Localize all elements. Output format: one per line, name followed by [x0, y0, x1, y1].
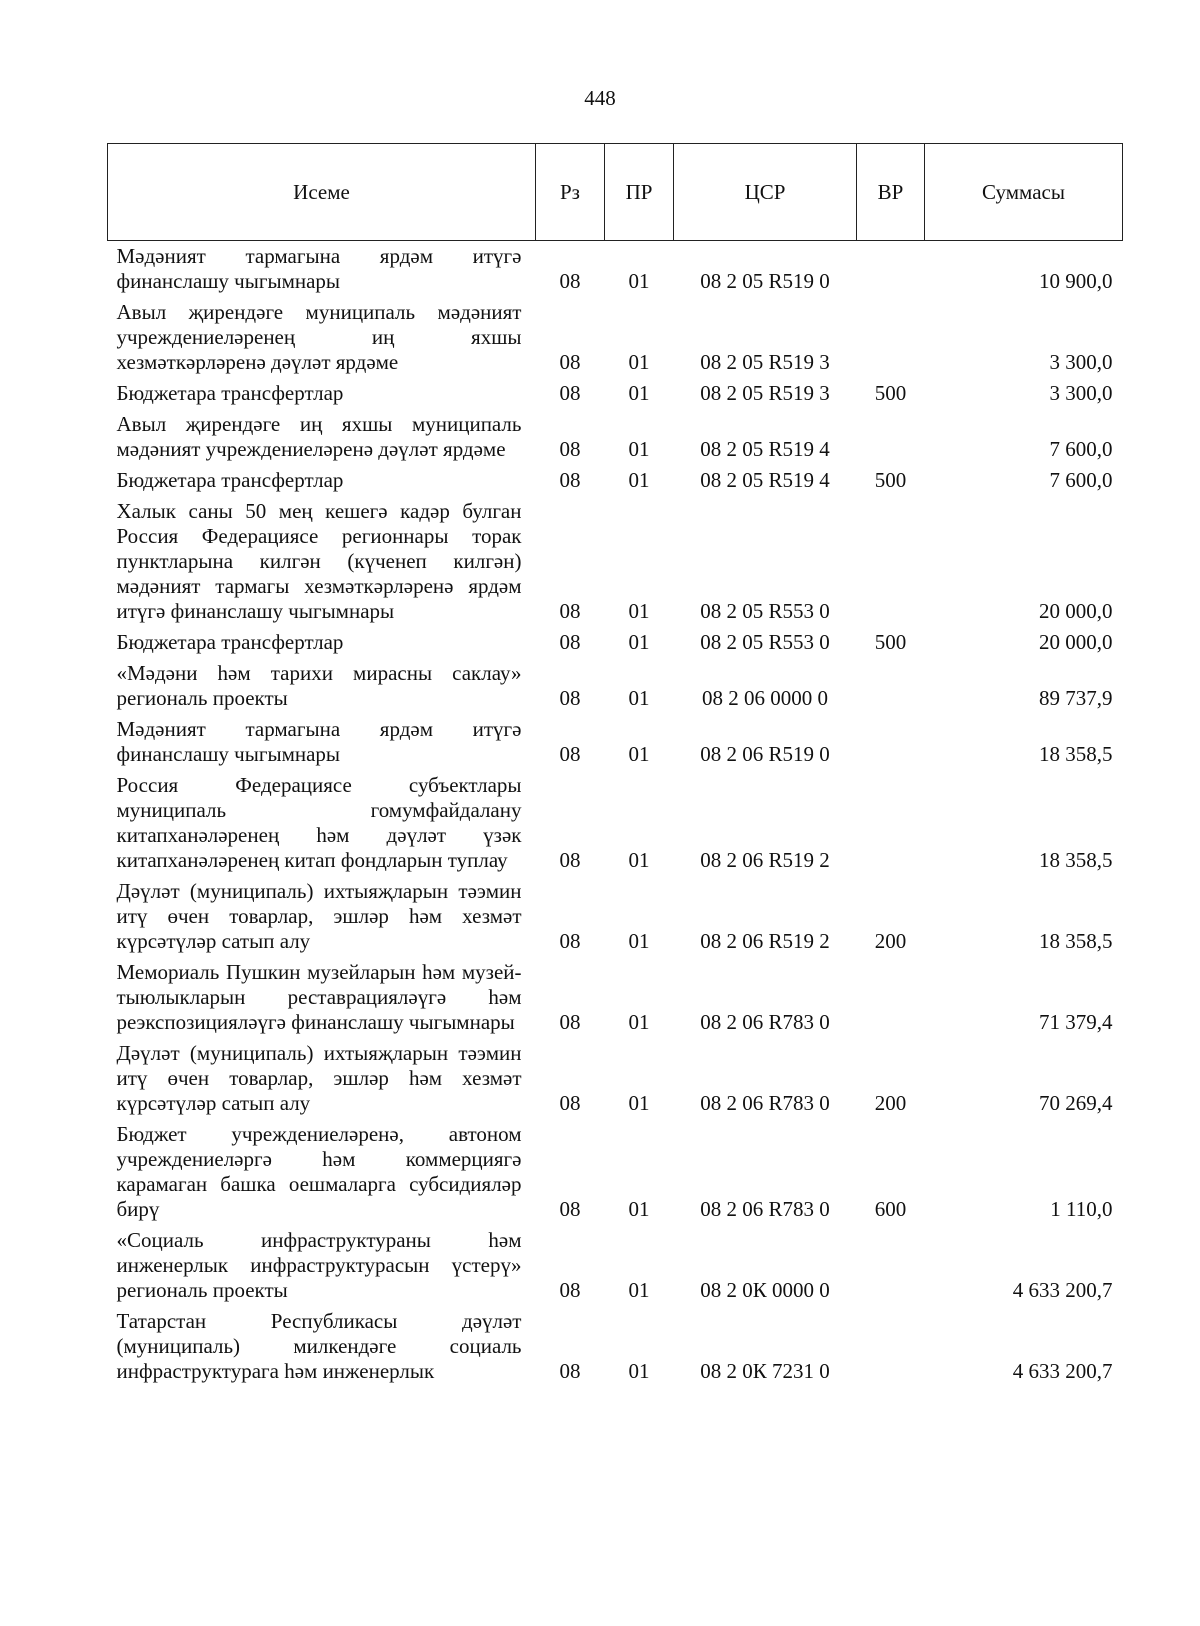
row-name-cell: Бюджетара трансфертлар: [116, 381, 344, 405]
row-sum-cell: 3 300,0: [1049, 381, 1113, 405]
row-rz-cell: 08: [559, 742, 581, 766]
row-sum-cell: 18 358,5: [1039, 848, 1113, 872]
row-rz-cell: 08: [559, 1010, 581, 1034]
row-pr-cell: 01: [628, 437, 650, 461]
table-row: [108, 957, 1123, 1038]
row-pr-cell: 01: [628, 848, 650, 872]
row-name-cell: Мәдәният тармагына ярдәм итүгә финанслашу чыгымнары: [116, 244, 522, 293]
row-sum-cell: 4 633 200,7: [1012, 1359, 1113, 1383]
row-name-cell: Дәүләт (муниципаль) ихтыяҗларын тәэмин итү өчен товарлар, эшләр һәм хезмәт күрсәтүләр сатып алу: [116, 879, 522, 953]
header-vr: ВР: [857, 144, 925, 241]
row-name-cell: Халык саны 50 мең кешегә кадәр булган Россия Федерациясе регионнары торак пунктларына килгән (күченеп килгән) мәдәният тармагы хезмәткәрләренә ярдәм итүгә финанслашу чыгымнары: [116, 499, 522, 623]
row-vr-cell: [857, 409, 925, 465]
header-sum: Суммасы: [925, 144, 1123, 241]
row-name-cell: «Мәдәни һәм тарихи мирасны саклау» региональ проекты: [116, 661, 522, 710]
row-vr-cell: [857, 714, 925, 770]
row-pr-cell: 01: [628, 350, 650, 374]
row-name-cell: Мемориаль Пушкин музейларын һәм музей-тыюлыкларын реставрацияләүгә һәм реэкспозицияләүгә финанслашу чыгымнары: [116, 960, 522, 1034]
table-row: [108, 465, 1123, 496]
row-csr-cell: 08 2 06 0000 0: [702, 686, 828, 710]
row-vr-cell: [857, 957, 925, 1038]
table-row: [108, 627, 1123, 658]
row-rz-cell: 08: [559, 468, 581, 492]
row-csr-cell: 08 2 05 R553 0: [700, 599, 830, 623]
row-sum-cell: 20 000,0: [1039, 599, 1113, 623]
row-name-cell: Бюджетара трансфертлар: [116, 468, 344, 492]
row-name-cell: Мәдәният тармагына ярдәм итүгә финанслашу чыгымнары: [116, 717, 522, 766]
row-csr-cell: 08 2 06 R783 0: [700, 1197, 830, 1221]
row-pr-cell: 01: [628, 1197, 650, 1221]
header-pr: ПР: [605, 144, 674, 241]
row-vr-cell: 200: [874, 1091, 907, 1115]
row-rz-cell: 08: [559, 686, 581, 710]
row-vr-cell: 500: [874, 468, 907, 492]
row-name-cell: Авыл җирендәге иң яхшы муниципаль мәдәният учреждениеләренә дәүләт ярдәме: [116, 412, 522, 461]
row-rz-cell: 08: [559, 1091, 581, 1115]
row-name-cell: Дәүләт (муниципаль) ихтыяҗларын тәэмин итү өчен товарлар, эшләр һәм хезмәт күрсәтүләр сатып алу: [116, 1041, 522, 1115]
table-row: [108, 378, 1123, 409]
row-csr-cell: 08 2 05 R519 3: [700, 381, 830, 405]
row-vr-cell: [857, 297, 925, 378]
table-row: [108, 241, 1123, 298]
row-sum-cell: 18 358,5: [1039, 742, 1113, 766]
row-pr-cell: 01: [628, 1091, 650, 1115]
table-row: [108, 1306, 1123, 1387]
row-rz-cell: 08: [559, 1359, 581, 1383]
row-rz-cell: 08: [559, 1278, 581, 1302]
row-csr-cell: 08 2 06 R519 2: [700, 929, 830, 953]
row-vr-cell: [857, 496, 925, 627]
row-csr-cell: 08 2 05 R519 3: [700, 350, 830, 374]
row-sum-cell: 71 379,4: [1039, 1010, 1113, 1034]
row-csr-cell: 08 2 05 R519 4: [700, 468, 830, 492]
row-vr-cell: [857, 770, 925, 876]
row-sum-cell: 7 600,0: [1049, 437, 1113, 461]
table-row: [108, 496, 1123, 627]
row-sum-cell: 18 358,5: [1039, 929, 1113, 953]
row-csr-cell: 08 2 05 R553 0: [700, 630, 830, 654]
row-sum-cell: 20 000,0: [1039, 630, 1113, 654]
row-rz-cell: 08: [559, 350, 581, 374]
row-pr-cell: 01: [628, 468, 650, 492]
row-pr-cell: 01: [628, 1278, 650, 1302]
row-rz-cell: 08: [559, 929, 581, 953]
header-rz: Рз: [536, 144, 605, 241]
row-rz-cell: 08: [559, 599, 581, 623]
table-row: [108, 714, 1123, 770]
header-csr: ЦСР: [674, 144, 857, 241]
budget-table: [107, 143, 1123, 1387]
table-row: [108, 1225, 1123, 1306]
row-name-cell: Бюджетара трансфертлар: [116, 630, 344, 654]
row-sum-cell: 70 269,4: [1039, 1091, 1113, 1115]
row-pr-cell: 01: [628, 630, 650, 654]
table-row: [108, 409, 1123, 465]
row-csr-cell: 08 2 06 R519 2: [700, 848, 830, 872]
row-rz-cell: 08: [559, 269, 581, 293]
row-vr-cell: 500: [874, 381, 907, 405]
header-name: Исеме: [108, 144, 536, 241]
row-rz-cell: 08: [559, 1197, 581, 1221]
row-name-cell: Авыл җирендәге муниципаль мәдәният учреждениеләренең иң яхшы хезмәткәрләренә дәүләт ярдәме: [116, 300, 522, 374]
row-rz-cell: 08: [559, 381, 581, 405]
row-rz-cell: 08: [559, 848, 581, 872]
row-csr-cell: 08 2 05 R519 0: [700, 269, 830, 293]
table-row: [108, 297, 1123, 378]
row-pr-cell: 01: [628, 742, 650, 766]
row-csr-cell: 08 2 05 R519 4: [700, 437, 830, 461]
row-name-cell: Татарстан Республикасы дәүләт (муниципаль) милкендәге социаль инфраструктурага һәм инженерлык: [116, 1309, 522, 1383]
row-pr-cell: 01: [628, 381, 650, 405]
row-vr-cell: [857, 658, 925, 714]
row-pr-cell: 01: [628, 686, 650, 710]
row-pr-cell: 01: [628, 1359, 650, 1383]
row-vr-cell: [857, 1225, 925, 1306]
row-rz-cell: 08: [559, 437, 581, 461]
row-sum-cell: 4 633 200,7: [1012, 1278, 1113, 1302]
row-pr-cell: 01: [628, 269, 650, 293]
row-csr-cell: 08 2 06 R519 0: [700, 742, 830, 766]
row-csr-cell: 08 2 06 R783 0: [700, 1091, 830, 1115]
table-body: [108, 241, 1123, 1388]
row-csr-cell: 08 2 0К 7231 0: [700, 1359, 830, 1383]
row-name-cell: Россия Федерациясе субъектлары муниципаль гомумфайдалану китапханәләренең һәм дәүләт үзәк китапханәләренең китап фондларын туплау: [116, 773, 522, 872]
table-row: [108, 770, 1123, 876]
row-sum-cell: 10 900,0: [1039, 269, 1113, 293]
row-vr-cell: [857, 1306, 925, 1387]
row-pr-cell: 01: [628, 599, 650, 623]
row-sum-cell: 3 300,0: [1049, 350, 1113, 374]
row-vr-cell: 600: [874, 1197, 907, 1221]
row-sum-cell: 7 600,0: [1049, 468, 1113, 492]
row-name-cell: Бюджет учреждениеләренә, автоном учреждениеләргә һәм коммерциягә карамаган башка оешмаларга субсидияләр бирү: [116, 1122, 522, 1221]
table-row: [108, 1038, 1123, 1119]
row-pr-cell: 01: [628, 1010, 650, 1034]
row-pr-cell: 01: [628, 929, 650, 953]
row-csr-cell: 08 2 0К 0000 0: [700, 1278, 830, 1302]
table-row: [108, 658, 1123, 714]
row-vr-cell: [857, 241, 925, 298]
row-rz-cell: 08: [559, 630, 581, 654]
table-header: [108, 144, 1123, 241]
row-csr-cell: 08 2 06 R783 0: [700, 1010, 830, 1034]
row-vr-cell: 200: [874, 929, 907, 953]
row-name-cell: «Социаль инфраструктураны һәм инженерлык инфраструктурасын үстерү» региональ проекты: [116, 1228, 522, 1302]
page-number: 448: [584, 86, 616, 110]
row-vr-cell: 500: [874, 630, 907, 654]
row-sum-cell: 89 737,9: [1039, 686, 1113, 710]
row-sum-cell: 1 110,0: [1050, 1197, 1113, 1221]
table-row: [108, 1119, 1123, 1225]
table-row: [108, 876, 1123, 957]
